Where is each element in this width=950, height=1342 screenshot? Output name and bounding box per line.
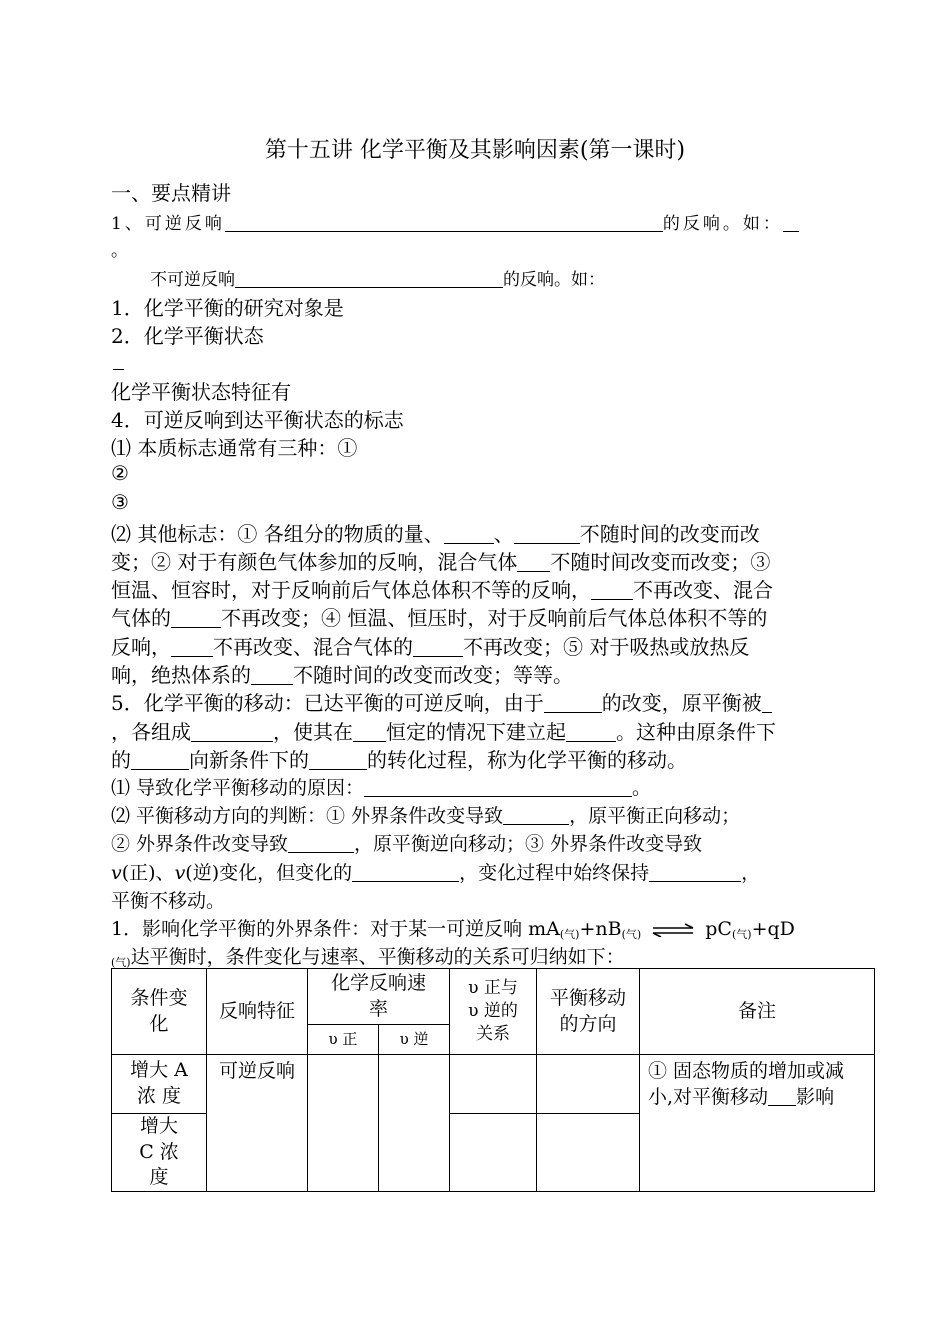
text: 不随时间的改变而改变；等等。 [293,663,573,687]
text: 达平衡时，条件变化与速率、平衡移动的关系可归纳如下： [130,946,625,968]
text: 条件变化 [130,986,188,1035]
paragraph-line [111,546,770,575]
text: 、 [493,522,514,546]
text: 平衡移动的方向 [550,986,627,1035]
table-cell[interactable] [537,1055,640,1114]
question-line: ⑴ 本质标志通常有三种：① [111,436,358,460]
blank[interactable] [591,579,633,600]
paragraph-line [111,858,760,885]
text: 变；② 对于有颜色气体参加的反响，混合气体 [111,550,518,574]
paragraph-line [111,631,749,660]
item-tail: 。 [111,241,128,261]
text: 响，绝热体系的 [111,663,251,687]
paragraph-line [111,773,651,800]
table-cell [112,1055,207,1114]
text: ⑴ 导致化学平衡移动的原因： [111,777,365,799]
page-title: 第十五讲 化学平衡及其影响因素(第一课时) [264,138,686,163]
header-cell: υ 正 [308,1025,379,1055]
text: ② 外界条件改变导致 [111,833,289,855]
item-text: 的反响。如： [503,270,605,290]
text: 。 [632,777,652,799]
question-line: 化学平衡状态特征有 [111,380,291,404]
header-cell [537,969,640,1055]
paragraph-line [111,942,625,970]
text: 气体的 [111,606,171,630]
circled-number: ③ [111,490,129,514]
text: ① 固态物质的增加或减小,对平衡移动 [648,1060,845,1108]
blank[interactable] [131,749,189,770]
text: ，原平衡正向移动； [569,805,741,827]
blank[interactable] [762,692,772,713]
header-cell: υ 逆 [379,1025,450,1055]
blank[interactable] [191,721,273,742]
paragraph-line: 平衡不移动。 [111,890,226,912]
text: 增大 A 浓 度 [130,1059,188,1107]
text: 1．影响化学平衡的外界条件：对于某一可逆反响 mA [111,918,560,940]
text: ，使其在 [273,720,353,744]
text: +qD [751,918,795,940]
item-text: 1、可逆反响 [111,214,225,234]
blank[interactable] [566,721,616,742]
item-text: 的反响。如： [662,214,783,234]
table-cell[interactable] [450,1114,537,1192]
text: pC [699,918,732,940]
header-cell [112,969,207,1055]
item-text: 不可逆反响 [150,270,235,290]
text: 5．化学平衡的移动：已达平衡的可逆反响，由于 [111,691,544,715]
blank[interactable] [649,862,741,882]
text: 的改变，原平衡被 [601,691,762,715]
paragraph-line [111,801,740,828]
header-cell [308,969,450,1025]
paragraph-line [111,574,773,603]
table-cell: 可逆反响 [207,1055,308,1192]
text: 的 [111,748,131,772]
text: 恒温、恒容时，对于反响前后气体总体积不等的反响， [111,578,591,602]
text: ，变化过程中始终保持 [459,862,650,884]
table-cell[interactable] [308,1055,379,1192]
blank[interactable] [768,1086,796,1106]
text: +nB [579,918,622,940]
table-cell[interactable] [450,1055,537,1114]
blank[interactable] [444,523,494,544]
subscript: (气) [111,956,131,969]
blank[interactable] [171,607,221,628]
subscript: (气) [559,928,580,941]
blank[interactable] [503,805,569,825]
question-line: 4．可逆反响到达平衡状态的标志 [111,408,404,432]
paragraph-line [111,829,702,856]
text: υ 正与 υ 逆的关系 [468,978,518,1044]
blank[interactable] [251,664,293,685]
table-cell [112,1114,207,1192]
header-cell: 备注 [640,969,875,1055]
blank[interactable] [225,214,663,232]
blank[interactable] [544,692,602,713]
blank[interactable] [364,777,632,797]
blank[interactable] [353,721,386,742]
blank[interactable] [783,214,799,232]
paragraph-line [111,687,772,716]
subscript: (气) [621,928,642,941]
paragraph-line [111,716,776,745]
question-line: 1．化学平衡的研究对象是 [111,296,344,320]
text: 反响， [111,635,171,659]
text: 不再改变、混合气体的 [213,635,413,659]
text: 增大 C 浓 度 [139,1115,179,1189]
text: 化学反响速率 [331,971,427,1020]
text: ， [741,862,761,884]
header-cell: 反响特征 [207,969,308,1055]
text: ⑵ 平衡移动方向的判断：① 外界条件改变导致 [111,805,504,827]
text: 不随时间改变而改变；③ [550,550,771,574]
conditions-table [111,968,875,1192]
text: v [111,862,122,884]
paragraph-line [111,518,760,547]
text: ，原平衡逆向移动；③ 外界条件改变导致 [354,833,703,855]
item-reversible-reaction [111,209,799,234]
text: (正)、 [121,862,175,884]
text: 不再改变；④ 恒温、恒压时，对于反响前后气体总体积不等的 [221,606,768,630]
paragraph-line [111,602,767,631]
table-cell [640,1055,875,1192]
item-irreversible-reaction [150,265,605,290]
blank[interactable] [352,862,459,882]
section-heading: 一、要点精讲 [111,181,231,205]
circled-number: ② [111,461,129,485]
text: ⑵ 其他标志：① 各组分的物质的量、 [111,522,444,546]
text: v [174,862,186,884]
equilibrium-arrow-icon [651,923,695,937]
paragraph-line [111,744,687,773]
paragraph-line [111,659,573,688]
blank[interactable] [413,636,463,657]
blank[interactable] [288,833,354,853]
table-cell[interactable] [379,1055,450,1192]
text: 不再改变；⑤ 对于吸热或放热反 [463,635,750,659]
text: 恒定的情况下建立起 [386,720,566,744]
table-cell[interactable] [537,1114,640,1192]
text: 影响 [796,1085,835,1108]
text: 不随时间的改变而改 [579,522,760,546]
question-line: 2．化学平衡状态 [111,324,264,348]
text: 不再改变、混合 [633,578,773,602]
text: 向新条件下的 [189,748,309,772]
header-cell [450,969,537,1055]
text: (逆)变化，但变化的 [185,862,353,884]
text: 。这种由原条件下 [616,720,776,744]
text: ，各组成 [111,720,191,744]
blank[interactable] [309,749,367,770]
text: 的转化过程，称为化学平衡的移动。 [367,748,687,772]
subscript: (气) [731,928,752,941]
blank[interactable] [235,270,503,288]
blank[interactable] [113,356,124,370]
blank[interactable] [171,636,213,657]
blank[interactable] [517,551,550,572]
blank[interactable] [514,523,580,544]
paragraph-line [111,914,795,942]
